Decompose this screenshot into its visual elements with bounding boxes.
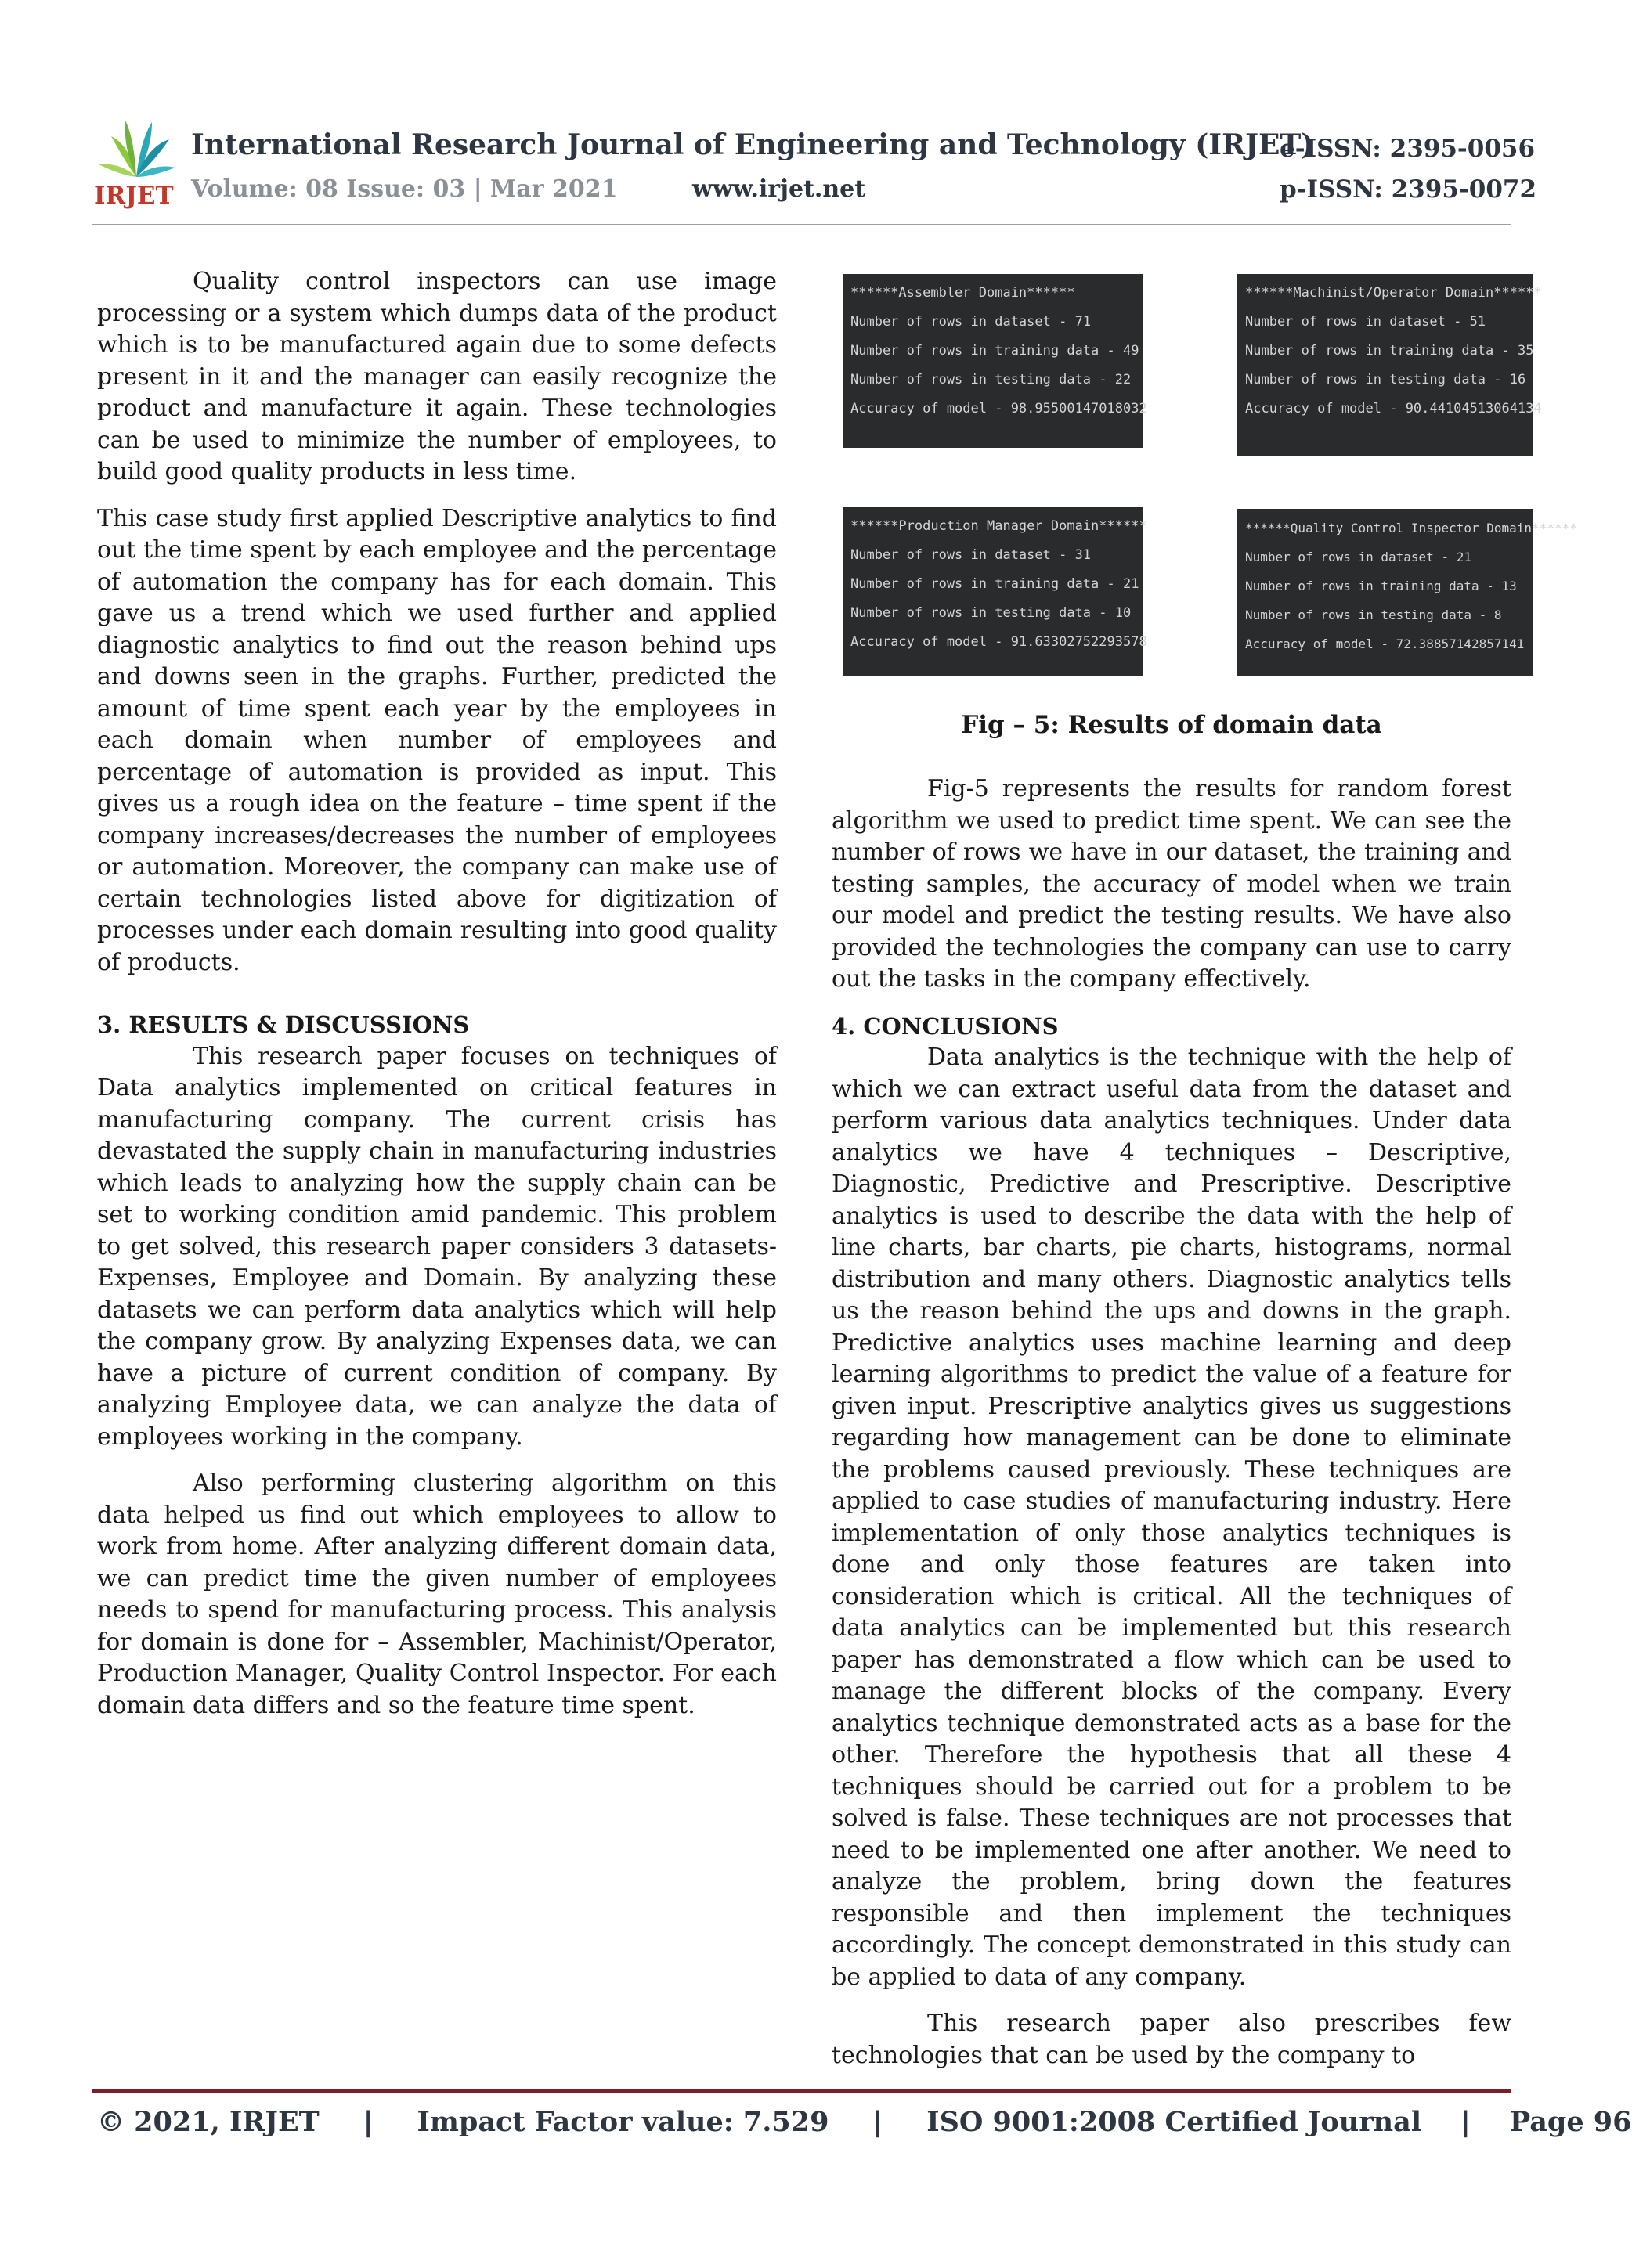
panel-line: Number of rows in testing data - 16 [1245,372,1526,388]
paragraph: This case study first applied Descriptive analytics to find out the time spent by each employee and the percentage of automation the company has for each domain. This gave us a trend which we used further and applied diagnostic analytics to find out the reason behind ups and downs seen in the graphs. Further, predicted the amount of time spent each year by the employees in each domain when number of employees and percentage of automation is provided as input. This gives us a rough idea on the feature – time spent if the company increases/decreases the number of employees or automation. Moreover, the company can make use of certain technologies listed above for digitization of processes under each domain resulting into good quality of products. [97,504,777,976]
panel-line: Number of rows in training data - 13 [1245,579,1517,593]
left-column [97,266,777,1736]
figure-caption: Fig – 5: Results of domain data [961,711,1382,739]
panel-line: Number of rows in dataset - 31 [850,547,1092,563]
panel-title: ******Machinist/Operator Domain****** [1245,285,1542,301]
journal-title: International Research Journal of Engineering and Technology (IRJET) [191,128,1315,161]
footer-separator: | [363,2106,374,2138]
page-footer [97,2106,1632,2138]
section-heading: 4. CONCLUSIONS [832,1012,1059,1040]
panel-line: Number of rows in dataset - 71 [850,314,1092,330]
paragraph: Data analytics is the technique with the help of which we can extract useful data from the dataset and perform various data analytics techniques. Under data analytics we have 4 techniques – Descriptive, Diagnostic, Predictive and Prescriptive. Descriptive analytics is used to describe the data with the help of line charts, bar charts, pie charts, histograms, normal distribution and many others. Diagnostic analytics tells us the reason behind the ups and downs in the graph. Predictive analytics uses machine learning and deep learning algorithms to predict the value of a feature for given input. Prescriptive analytics gives us suggestions regarding how management can be done to eliminate the problems caused previously. These techniques are applied to case studies of manufacturing industry. Here implementation of only those analytics techniques is done and only those features are taken into consideration which is critical. All the techniques of data analytics can be implemented but this research paper has demonstrated a flow which can be used to manage the different blocks of the company. Every analytics technique demonstrated acts as a base for the other. Therefore the hypothesis that all these 4 techniques should be carried out for a problem to be solved is false. These techniques are not processes that need to be implemented one after another. We need to analyze the problem, bring down the features responsible and then implement the techniques accordingly. The concept demonstrated in this study can be applied to data of any company. [832,1044,1511,1991]
console-panel-assembler [843,274,1147,448]
panel-line: Number of rows in dataset - 51 [1245,314,1486,330]
console-panel-production [843,507,1147,676]
console-panel-machinist [1237,274,1542,456]
panel-line: Accuracy of model - 91.63302752293578 [850,634,1147,650]
paragraph: Also performing clustering algorithm on this data helped us find out which employees to allow to work from home. After analyzing different domain data, we can predict time the given number of employees needs to spend for manufacturing process. This analysis for domain is done for – Assembler, Machinist/Operator, Production Manager, Quality Control Inspector. For each domain data differs and so the feature time spent. [97,1469,777,1719]
panel-line: Accuracy of model - 72.38857142857141 [1245,636,1525,651]
panel-line: Number of rows in training data - 49 [850,343,1139,359]
panel-title: ******Assembler Domain****** [850,285,1075,301]
panel-line: Number of rows in training data - 35 [1245,343,1534,359]
paragraph: This research paper focuses on techniques of Data analytics implemented on critical features in manufacturing company. The current crisis has devastated the supply chain in manufacturing industries which leads to analyzing how the supply chain can be set to working condition amid pandemic. This problem to get solved, this research paper considers 3 datasets- Expenses, Employee and Domain. By analyzing these datasets we can perform data analytics which will help the company grow. By analyzing Expenses data, we can have a picture of current condition of company. By analyzing Employee data, we can analyze the data of employees working in the company. [97,1042,777,1451]
panel-line: Number of rows in testing data - 22 [850,372,1132,388]
panel-line: Number of rows in dataset - 21 [1245,550,1471,564]
footer-separator: | [1460,2106,1471,2138]
footer-page-number: Page 96 [1509,2106,1632,2138]
footer-impact-factor: Impact Factor value: 7.529 [417,2106,829,2138]
panel-title: ******Quality Control Inspector Domain****** [1245,521,1577,535]
volume-issue: Volume: 08 Issue: 03 | Mar 2021 [191,175,618,203]
paragraph: Fig-5 represents the results for random forest algorithm we used to predict time spent. We can see the number of rows we have in our dataset, the training and testing samples, the accuracy of model when we train our model and predict the testing results. We have also provided the technologies the company can use to carry out the tasks in the company effectively. [832,775,1511,993]
p-issn: p-ISSN: 2395-0072 [1280,175,1537,204]
panel-line: Number of rows in testing data - 8 [1245,608,1502,622]
e-issn: e-ISSN: 2395-0056 [1280,135,1536,163]
footer-iso: ISO 9001:2008 Certified Journal [926,2106,1422,2138]
paragraph: This research paper also prescribes few technologies that can be used by the company to [832,2010,1511,2069]
paragraph: Quality control inspectors can use image processing or a system which dumps data of the product which is to be manufactured again due to some defects present in it and the manager can easily recognize the product and manufacture it again. These technologies can be used to minimize the number of employees, to build good quality products in less time. [97,268,777,485]
panel-line: Accuracy of model - 90.44104513064134 [1245,401,1542,416]
panel-title: ******Production Manager Domain****** [850,518,1147,534]
right-column [832,773,1511,2086]
footer-copyright: © 2021, IRJET [97,2106,320,2138]
console-panel-quality [1237,509,1577,676]
irjet-logo [92,116,180,210]
panel-line: Accuracy of model - 98.95500147018032 [850,401,1147,416]
website-link[interactable]: www.irjet.net [692,175,866,203]
section-heading: 3. RESULTS & DISCUSSIONS [97,1011,470,1038]
header-divider [92,224,1511,225]
footer-separator: | [872,2106,883,2138]
logo-text: IRJET [94,182,174,210]
footer-divider [92,2089,1511,2093]
panel-line: Number of rows in training data - 21 [850,576,1139,592]
panel-line: Number of rows in testing data - 10 [850,605,1132,621]
